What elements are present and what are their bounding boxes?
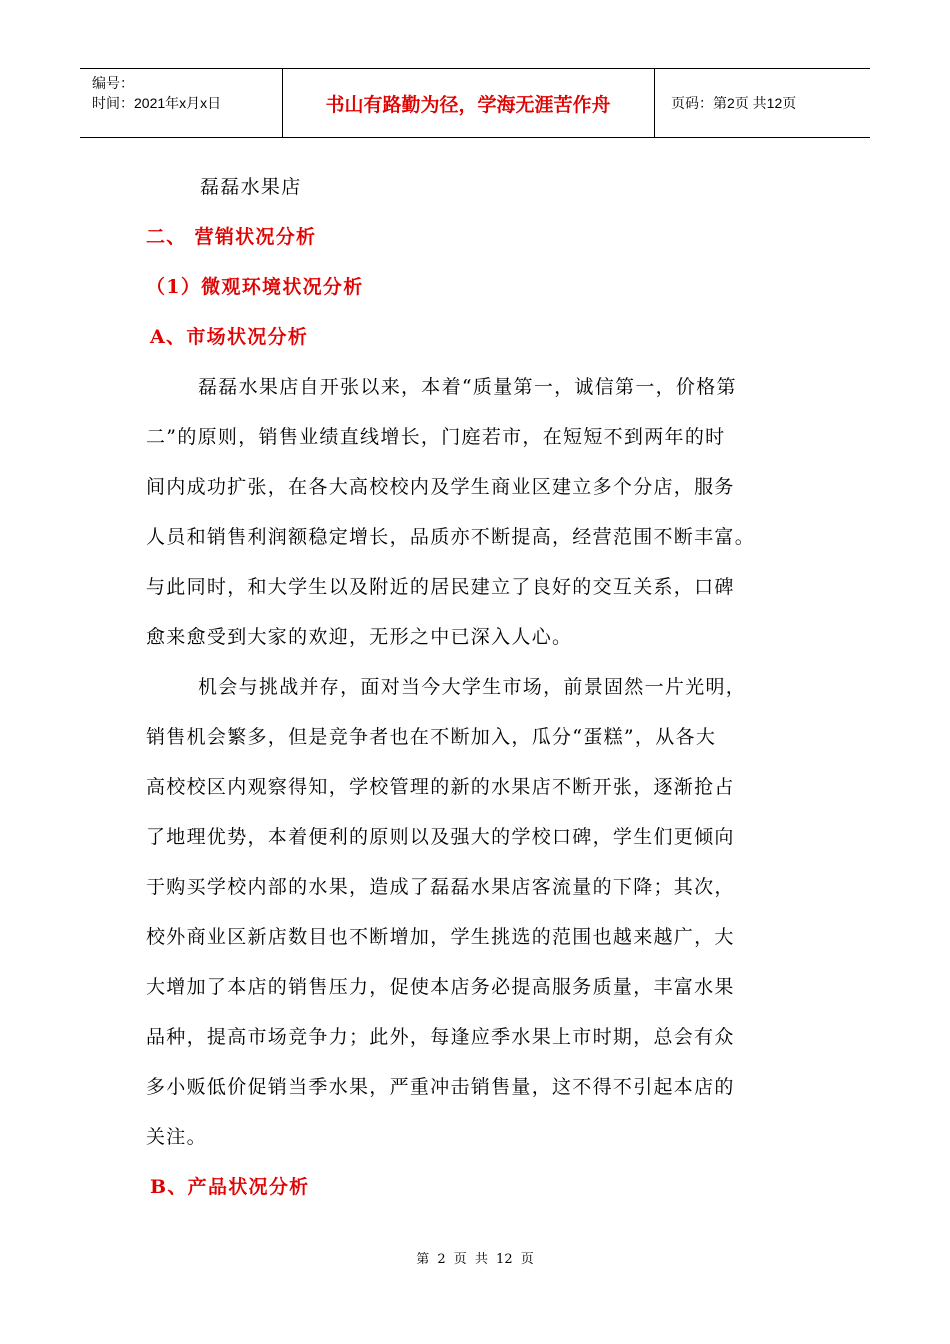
document-date: 时间：2021年x月x日: [92, 95, 222, 111]
header-motto: 书山有路勤为径，学海无涯苦作舟: [325, 93, 611, 116]
paragraph-line: 与此同时，和大学生以及附近的居民建立了良好的交互关系，口碑: [146, 576, 735, 598]
paragraph-line: 人员和销售利润额稳定增长，品质亦不断提高，经营范围不断丰富。: [146, 526, 756, 548]
paragraph-line: 磊磊水果店自开张以来，本着“质量第一，诚信第一，价格第: [198, 376, 737, 398]
paragraph-line: 于购买学校内部的水果，造成了磊磊水果店客流量的下降；其次，: [146, 876, 735, 898]
paragraph-line: 高校校区内观察得知，学校管理的新的水果店不断开张，逐渐抢占: [146, 776, 735, 798]
paragraph-line: 品种，提高市场竞争力；此外，每逢应季水果上市时期，总会有众: [146, 1026, 735, 1048]
header-meta: [80, 69, 282, 137]
store-name: 磊磊水果店: [200, 176, 302, 198]
page-footer: 第 2 页 共 12 页: [416, 1252, 534, 1267]
page-info-text: 页码：第2页 共12页: [671, 95, 797, 111]
paragraph-line: 间内成功扩张，在各大高校校内及学生商业区建立多个分店，服务: [146, 476, 735, 498]
paragraph-line: 大增加了本店的销售压力，促使本店务必提高服务质量，丰富水果: [146, 976, 735, 998]
section-heading: 二、 营销状况分析: [146, 226, 317, 248]
heading-market-analysis: A、市场状况分析: [150, 326, 309, 348]
subsection-heading: （1）微观环境状况分析: [146, 276, 364, 298]
header-table: [80, 68, 870, 138]
paragraph-line: 多小贩低价促销当季水果，严重冲击销售量，这不得不引起本店的: [146, 1076, 735, 1098]
header-page-info: [663, 69, 870, 137]
paragraph-line: 愈来愈受到大家的欢迎，无形之中已深入人心。: [146, 626, 573, 648]
paragraph-line: 了地理优势，本着便利的原则以及强大的学校口碑，学生们更倾向: [146, 826, 735, 848]
paragraph-line: 关注。: [146, 1126, 207, 1148]
paragraph-line: 销售机会繁多，但是竞争者也在不断加入，瓜分“蛋糕”，从各大: [146, 726, 717, 748]
header-divider: [654, 69, 655, 137]
paragraph-line: 二”的原则，销售业绩直线增长，门庭若市，在短短不到两年的时: [146, 426, 726, 448]
document-number: 编号：: [92, 75, 134, 91]
paragraph-line: 校外商业区新店数目也不断增加，学生挑选的范围也越来越广，大: [146, 926, 735, 948]
heading-product-analysis: B、产品状况分析: [150, 1176, 310, 1198]
paragraph-line: 机会与挑战并存，面对当今大学生市场，前景固然一片光明，: [198, 676, 747, 698]
